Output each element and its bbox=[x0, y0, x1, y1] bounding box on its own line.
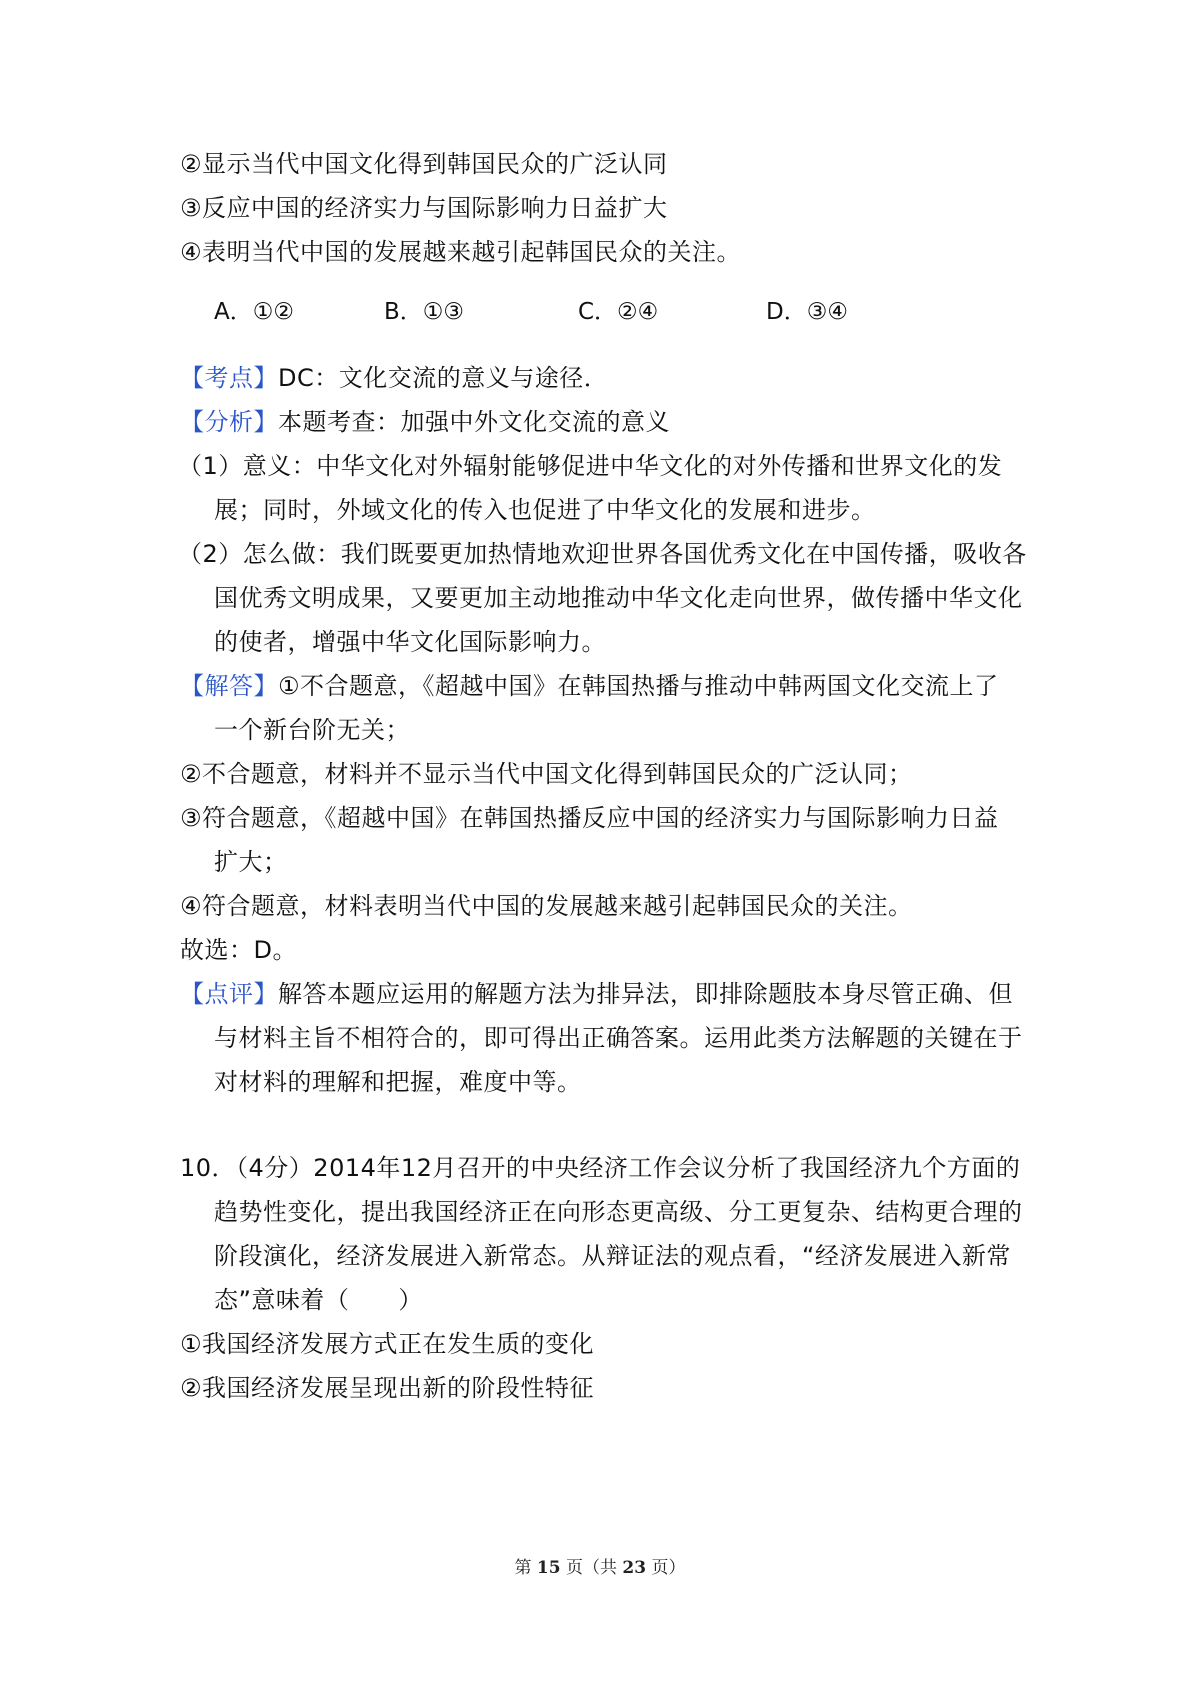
option-c: C．②④ bbox=[578, 299, 659, 325]
option-b: B．①③ bbox=[384, 299, 465, 325]
jieda-label: 【解答】 bbox=[180, 672, 278, 700]
q10-line4: 态”意味着（ ） bbox=[214, 1286, 423, 1314]
q10-line2: 趋势性变化，提出我国经济正在向形态更高级、分工更复杂、结构更合理的 bbox=[214, 1198, 1023, 1226]
prev-item-4: ④表明当代中国的发展越来越引起韩国民众的关注。 bbox=[180, 238, 742, 266]
kaodian-text: DC：文化交流的意义与途径． bbox=[278, 364, 609, 392]
answer-item-2: ②不合题意，材料并不显示当代中国文化得到韩国民众的广泛认同； bbox=[180, 760, 913, 788]
jieda-line2: 一个新台阶无关； bbox=[214, 716, 410, 744]
dianping-line2: 与材料主旨不相符合的，即可得出正确答案。运用此类方法解题的关键在于 bbox=[214, 1024, 1023, 1052]
fenxi-line bbox=[180, 406, 670, 438]
answer-options bbox=[214, 296, 934, 328]
kaodian-line bbox=[180, 362, 608, 394]
q10-item-2: ②我国经济发展呈现出新的阶段性特征 bbox=[180, 1374, 595, 1402]
prev-item-2: ②显示当代中国文化得到韩国民众的广泛认同 bbox=[180, 150, 668, 178]
dianping-text: 解答本题应运用的解题方法为排异法，即排除题肢本身尽管正确、但 bbox=[278, 980, 1013, 1008]
jieda-text: ①不合题意，《超越中国》在韩国热播与推动中韩两国文化交流上了 bbox=[278, 672, 999, 700]
point2-line1: （2）怎么做：我们既要更加热情地欢迎世界各国优秀文化在中国传播，吸收各 bbox=[178, 540, 1027, 568]
prev-item-3: ③反应中国的经济实力与国际影响力日益扩大 bbox=[180, 194, 668, 222]
final-choice: 故选：D。 bbox=[180, 936, 297, 964]
point1-line2: 展；同时，外域文化的传入也促进了中华文化的发展和进步。 bbox=[214, 496, 876, 524]
fenxi-text: 本题考查：加强中外文化交流的意义 bbox=[278, 408, 670, 436]
dianping-line3: 对材料的理解和把握，难度中等。 bbox=[214, 1068, 582, 1096]
q10-line1: 10．（4分）2014年12月召开的中央经济工作会议分析了我国经济九个方面的 bbox=[180, 1154, 1021, 1182]
page-total: 23 bbox=[622, 1558, 647, 1578]
answer-item-4: ④符合题意，材料表明当代中国的发展越来越引起韩国民众的关注。 bbox=[180, 892, 913, 920]
dianping-label: 【点评】 bbox=[180, 980, 278, 1008]
point1-line1: （1）意义：中华文化对外辐射能够促进中华文化的对外传播和世界文化的发 bbox=[178, 452, 1003, 480]
option-d: D．③④ bbox=[766, 299, 848, 325]
answer-item-3: ③符合题意，《超越中国》在韩国热播反应中国的经济实力与国际影响力日益 bbox=[180, 804, 999, 832]
footer-suffix: 页） bbox=[651, 1558, 686, 1578]
point2-line2: 国优秀文明成果，又要更加主动地推动中华文化走向世界，做传播中华文化 bbox=[214, 584, 1023, 612]
answer-item-3-cont: 扩大； bbox=[214, 848, 288, 876]
dianping-line bbox=[180, 978, 1013, 1010]
footer-middle: 页（共 bbox=[566, 1558, 617, 1578]
q10-item-1: ①我国经济发展方式正在发生质的变化 bbox=[180, 1330, 595, 1358]
point2-line3: 的使者，增强中华文化国际影响力。 bbox=[214, 628, 606, 656]
jieda-line bbox=[180, 670, 999, 702]
fenxi-label: 【分析】 bbox=[180, 408, 278, 436]
kaodian-label: 【考点】 bbox=[180, 364, 278, 392]
page-number: 15 bbox=[536, 1558, 561, 1578]
footer-prefix: 第 bbox=[514, 1558, 532, 1578]
page-footer bbox=[0, 1556, 1200, 1580]
option-a: A．①② bbox=[214, 299, 294, 325]
q10-line3: 阶段演化，经济发展进入新常态。从辩证法的观点看，“经济发展进入新常 bbox=[214, 1242, 1011, 1270]
